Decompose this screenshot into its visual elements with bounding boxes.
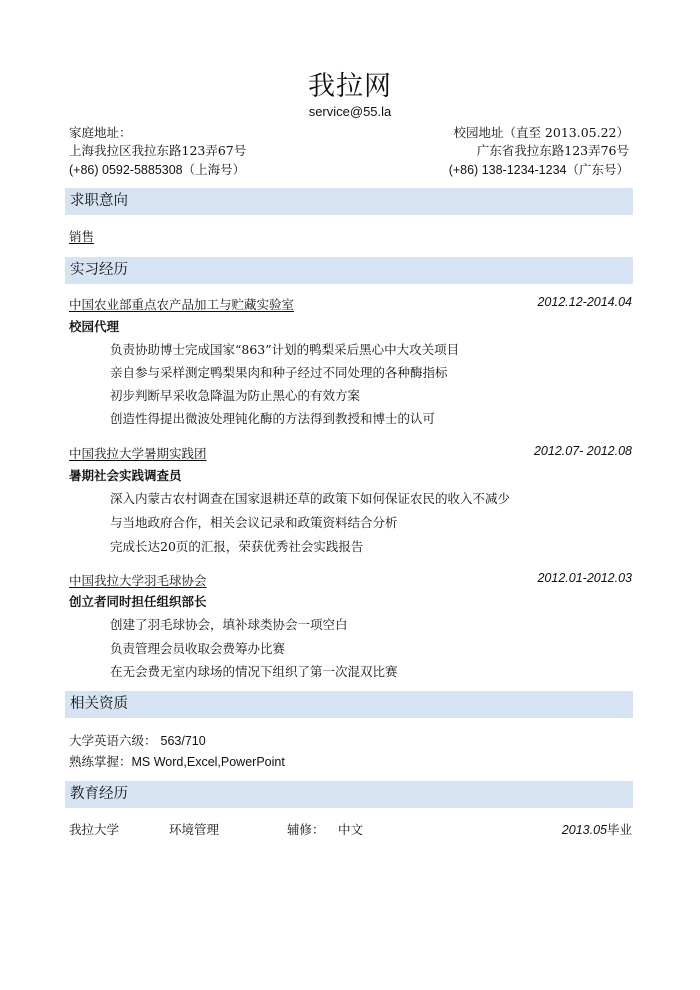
internship-bullet: 创建了羽毛球协会，填补球类协会一项空白 bbox=[110, 617, 348, 632]
section-title: 实习经历 bbox=[70, 262, 128, 278]
internship-org: 中国农业部重点农产品加工与贮藏实验室 bbox=[69, 297, 295, 312]
internship-bullet: 在无会费无室内球场的情况下组织了第一次混双比赛 bbox=[110, 664, 398, 679]
minor: 中文 bbox=[338, 822, 364, 837]
section-title: 相关资质 bbox=[70, 696, 128, 712]
home-phone: (+86) 0592-5885308（上海号） bbox=[69, 163, 246, 177]
cet6-score: 563/710 bbox=[160, 734, 206, 748]
section-header-qualifications bbox=[65, 691, 633, 718]
internship-bullet: 亲自参与采样测定鸭梨果肉和种子经过不同处理的各种酶指标 bbox=[110, 365, 448, 380]
skills-line bbox=[69, 752, 285, 770]
section-header-objective bbox=[65, 188, 633, 215]
campus-address: 广东省我拉东路123弄76号 bbox=[476, 143, 629, 158]
internship-date: 2012.12-2014.04 bbox=[537, 295, 632, 309]
minor-label: 辅修： bbox=[287, 822, 325, 837]
section-header-education bbox=[65, 781, 633, 808]
internship-role: 校园代理 bbox=[69, 319, 120, 334]
internship-bullet: 创造性得提出微波处理钝化酶的方法得到教授和博士的认可 bbox=[110, 411, 436, 426]
internship-role: 暑期社会实践调查员 bbox=[69, 468, 182, 483]
internship-bullet: 负责协助博士完成国家“863”计划的鸭梨采后黑心中大攻关项目 bbox=[110, 342, 460, 357]
campus-phone: (+86) 138-1234-1234（广东号） bbox=[448, 163, 629, 177]
home-address-label: 家庭地址： bbox=[69, 125, 132, 140]
objective-value: 销售 bbox=[69, 229, 95, 244]
section-header-internships bbox=[65, 257, 633, 284]
graduation-date: 2013.05 bbox=[561, 823, 607, 837]
graduation bbox=[562, 820, 632, 838]
internship-org: 中国我拉大学羽毛球协会 bbox=[69, 573, 207, 588]
internship-bullet: 完成长达20页的汇报，荣获优秀社会实践报告 bbox=[110, 539, 364, 554]
resume-name: 我拉网 bbox=[308, 71, 392, 102]
campus-address-label: 校园地址（直至 2013.05.22） bbox=[453, 125, 629, 140]
cet6-line bbox=[69, 731, 206, 749]
skills-label: 熟练掌握： bbox=[69, 754, 132, 769]
internship-bullet: 初步判断早采收急降温为防止黑心的有效方案 bbox=[110, 388, 361, 403]
internship-bullet: 深入内蒙古农村调查在国家退耕还草的政策下如何保证农民的收入不减少 bbox=[110, 491, 511, 506]
internship-role: 创立者同时担任组织部长 bbox=[69, 594, 207, 609]
major: 环境管理 bbox=[169, 822, 220, 837]
internship-bullet: 与当地政府合作，相关会议记录和政策资料结合分析 bbox=[110, 515, 398, 530]
internship-bullet: 负责管理会员收取会费筹办比赛 bbox=[110, 641, 286, 656]
internship-date: 2012.01-2012.03 bbox=[537, 571, 632, 585]
email-address: service@55.la bbox=[308, 104, 392, 119]
skills-value: MS Word,Excel,PowerPoint bbox=[131, 755, 285, 769]
cet6-label: 大学英语六级： bbox=[69, 733, 157, 748]
home-address: 上海我拉区我拉东路123弄67号 bbox=[69, 143, 247, 158]
school-name: 我拉大学 bbox=[69, 822, 120, 837]
internship-date: 2012.07- 2012.08 bbox=[533, 444, 632, 458]
graduation-suffix: 毕业 bbox=[606, 822, 632, 837]
internship-org: 中国我拉大学暑期实践团 bbox=[69, 446, 207, 461]
section-title: 教育经历 bbox=[70, 786, 128, 802]
section-title: 求职意向 bbox=[70, 193, 128, 209]
